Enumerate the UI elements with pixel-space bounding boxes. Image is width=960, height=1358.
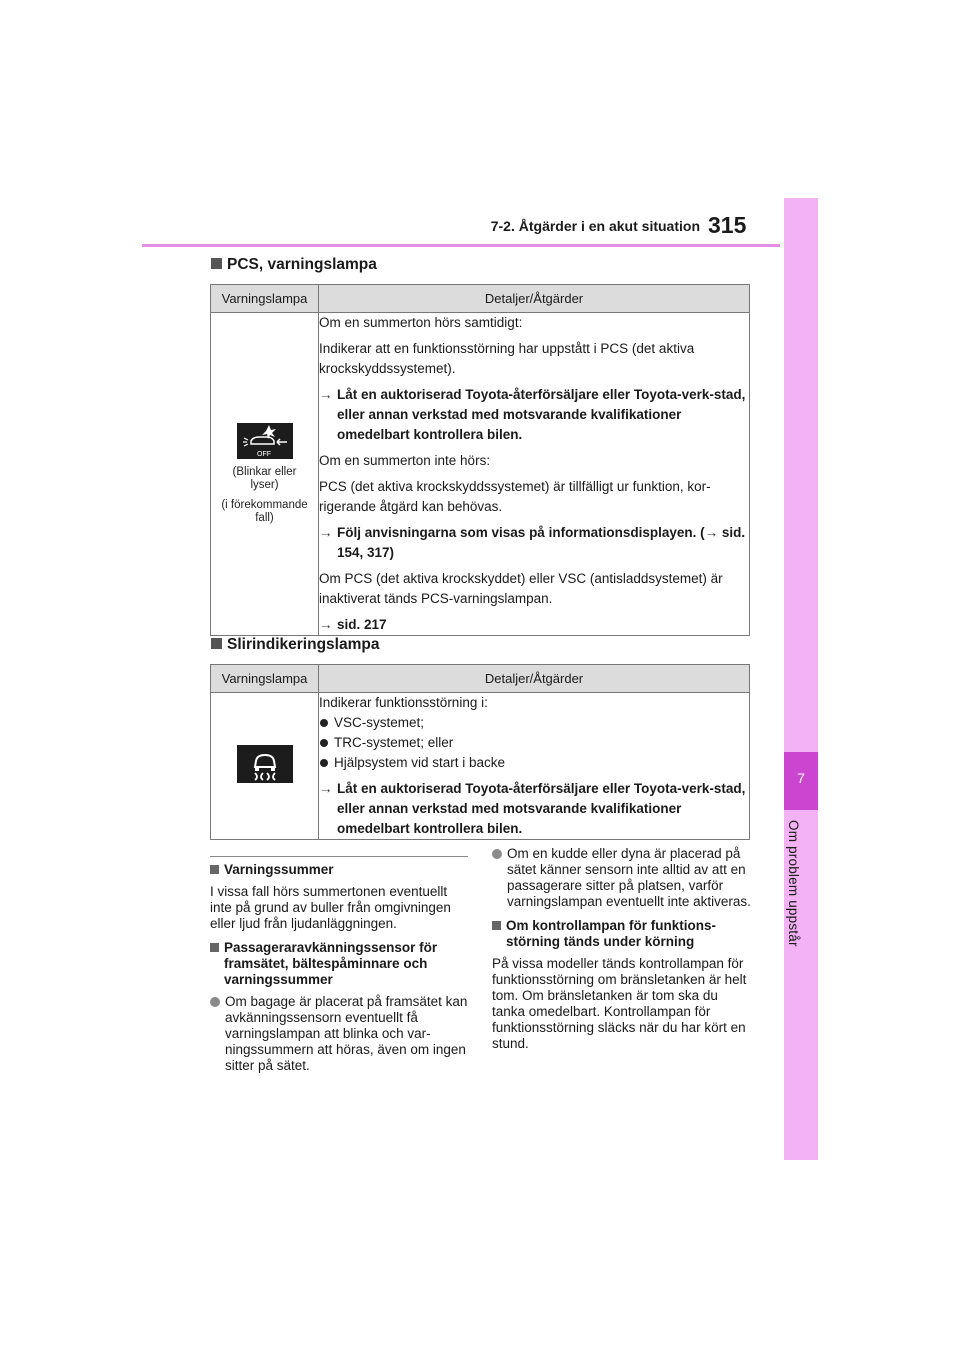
chapter-title: Om problem uppstår bbox=[786, 820, 801, 947]
slip-details-cell bbox=[319, 693, 750, 840]
column-header-lamp: Varningslampa bbox=[211, 665, 319, 693]
note-item-sensor: Om bagage är placerat på framsätet kan avkänningssensorn eventuellt få varningslampan att blinka och var-ningssummern att höras, även om ingen sitter på sätet. bbox=[210, 994, 472, 1074]
square-bullet-icon bbox=[210, 943, 219, 952]
slip-bullet-1: VSC-systemet; bbox=[319, 713, 749, 733]
note-text-summer: I vissa fall hörs summertonen eventuellt inte på grund av buller från omgivningen eller ljud från ljudanläggningen. bbox=[210, 884, 451, 931]
pcs-icon-cell bbox=[211, 313, 319, 636]
slip-table bbox=[210, 664, 750, 840]
slip-bullet-3: Hjälpsystem vid start i backe bbox=[319, 753, 749, 773]
pcs-details-cell bbox=[319, 313, 750, 636]
column-header-details: Detaljer/Åtgärder bbox=[319, 285, 750, 313]
pcs-text-3: Om en summerton inte hörs: bbox=[319, 453, 491, 468]
column-header-details: Detaljer/Åtgärder bbox=[319, 665, 750, 693]
slip-text-1: Indikerar funktionsstörning i: bbox=[319, 695, 488, 710]
page-number: 315 bbox=[708, 212, 747, 238]
slip-action-1: → Låt en auktoriserad Toyota-återförsäljare eller Toyota-verk-stad, eller annan verkstad med motsvarande kvalifikationer omedelbart kontrollera bilen. bbox=[319, 779, 749, 839]
arrow-icon: → bbox=[319, 387, 333, 402]
square-bullet-icon bbox=[211, 638, 222, 649]
note-heading-summer: Varningssummer bbox=[210, 862, 472, 878]
pcs-caption-blink: (Blinkar eller lyser) bbox=[232, 465, 297, 491]
pcs-text-5: Om PCS (det aktiva krockskyddet) eller VSC (antisladdsystemet) är inaktiverat tänds PCS-varningslampan. bbox=[319, 571, 723, 606]
chapter-number: 7 bbox=[797, 770, 805, 786]
notes-left-column bbox=[210, 862, 472, 1082]
bullet-dot-icon bbox=[320, 719, 328, 727]
note-item-cushion: Om en kudde eller dyna är placerad på sätet känner sensorn inte alltid av att en passagerare sitter på platsen, varför varningslampan eventuellt inte aktiveras. bbox=[492, 846, 754, 910]
bullet-dot-icon bbox=[320, 739, 328, 747]
circle-bullet-icon bbox=[492, 849, 502, 859]
pcs-caption-applicable: (i förekommande fall) bbox=[221, 498, 308, 524]
notes-right-column bbox=[492, 846, 754, 1060]
square-bullet-icon bbox=[211, 258, 222, 269]
pcs-heading: PCS, varningslampa bbox=[211, 256, 377, 274]
pcs-text-1: Om en summerton hörs samtidigt: bbox=[319, 315, 523, 330]
pcs-action-1: → Låt en auktoriserad Toyota-återförsäljare eller Toyota-verk-stad, eller annan verkstad med motsvarande kvalifikationer omedelbart kontrollera bilen. bbox=[319, 385, 749, 445]
chapter-side-tab bbox=[784, 198, 818, 1160]
svg-text:OFF: OFF bbox=[256, 450, 271, 458]
square-bullet-icon bbox=[492, 921, 501, 930]
skidding-car-icon bbox=[237, 745, 293, 783]
square-bullet-icon bbox=[210, 865, 219, 874]
note-heading-sensor: Passageraravkänningssensor för framsätet, bältespåminnare och varningssummer bbox=[210, 940, 472, 988]
header-rule bbox=[142, 244, 780, 247]
pcs-car-icon bbox=[237, 423, 293, 459]
section-title: 7-2. Åtgärder i en akut situation bbox=[490, 218, 700, 234]
notes-divider bbox=[210, 856, 468, 857]
slip-heading: Slirindikeringslampa bbox=[211, 636, 379, 654]
note-heading-malfunction: Om kontrollampan för funktions-störning tänds under körning bbox=[492, 918, 754, 950]
pcs-warning-icon bbox=[237, 423, 293, 459]
slip-bullet-2: TRC-systemet; eller bbox=[319, 733, 749, 753]
pcs-text-2: Indikerar att en funktionsstörning har uppstått i PCS (det aktiva krockskyddssystemet). bbox=[319, 341, 695, 376]
pcs-action-2: → Följ anvisningarna som visas på informationsdisplayen. (→ sid. 154, 317) bbox=[319, 523, 749, 563]
pcs-text-4: PCS (det aktiva krockskyddssystemet) är tillfälligt ur funktion, kor-rigerande åtgärd kan behövas. bbox=[319, 479, 711, 514]
slip-indicator-icon bbox=[237, 745, 293, 783]
column-header-lamp: Varningslampa bbox=[211, 285, 319, 313]
arrow-icon: → bbox=[319, 617, 333, 632]
slip-icon-cell bbox=[211, 693, 319, 840]
pcs-action-3: → sid. 217 bbox=[319, 615, 749, 635]
note-text-malfunction: På vissa modeller tänds kontrollampan för funktionsstörning om bränsletanken är helt tom. Om bränsletanken är tom ska du tanka omedelbart. Kontrollampan för funktionsstörning släcks när du har kört en stund. bbox=[492, 956, 747, 1051]
pcs-table bbox=[210, 284, 750, 636]
arrow-icon: → bbox=[319, 525, 333, 540]
circle-bullet-icon bbox=[210, 997, 220, 1007]
bullet-dot-icon bbox=[320, 759, 328, 767]
arrow-icon: → bbox=[319, 781, 333, 796]
